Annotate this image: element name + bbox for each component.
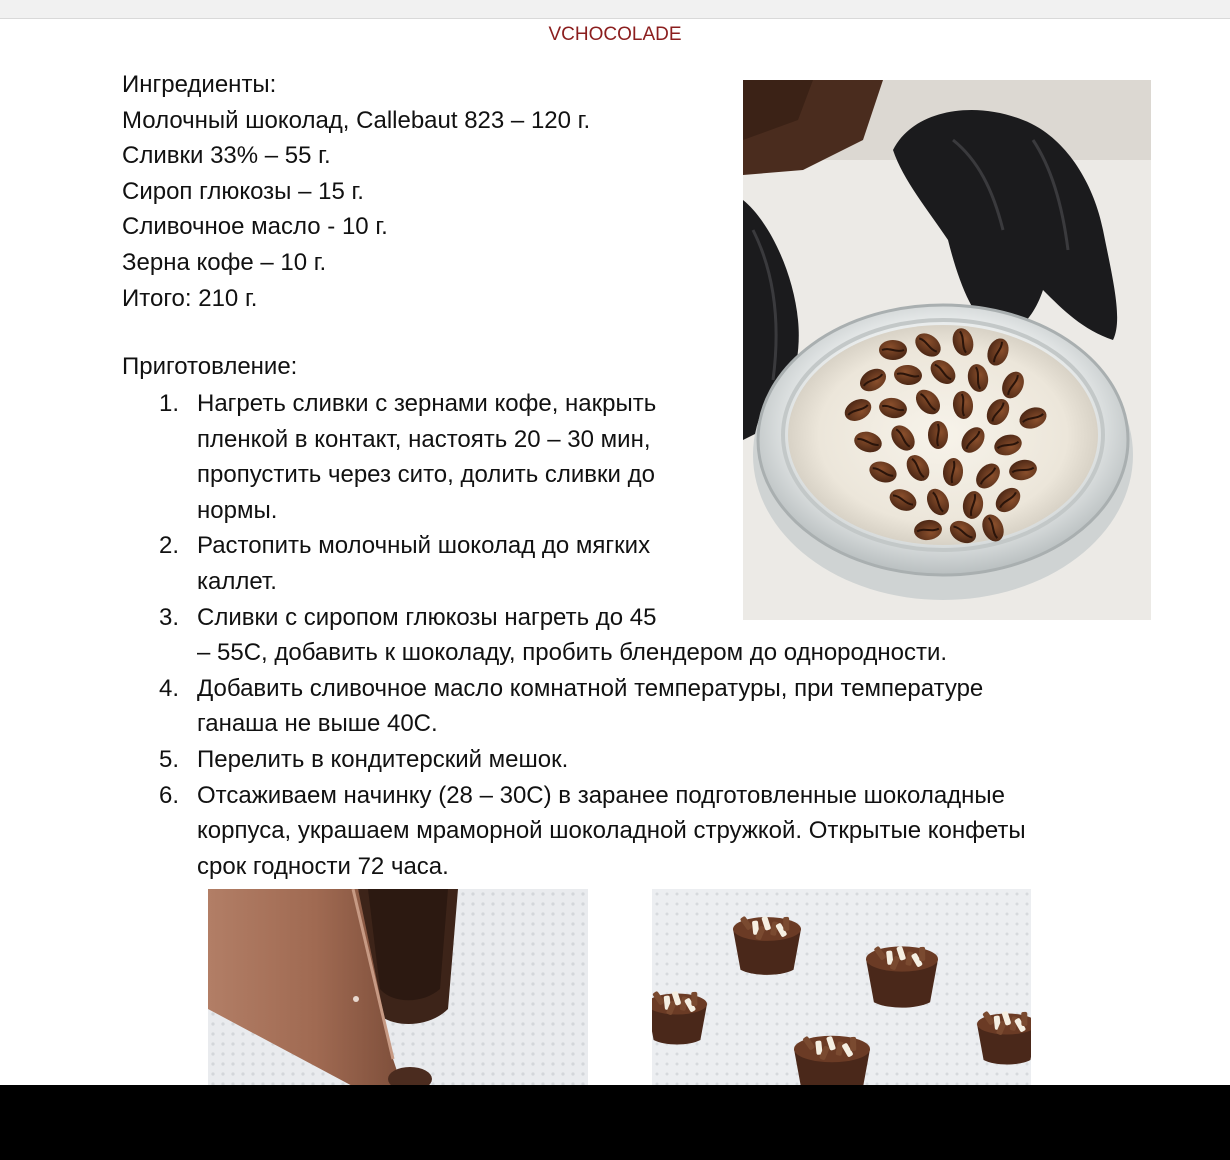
viewer-bottom-bar <box>0 1085 1230 1160</box>
document-page <box>0 19 1230 1085</box>
step-line: Сливки с сиропом глюкозы нагреть до 45 <box>197 603 657 631</box>
step-number: 2. <box>159 532 180 560</box>
ingredient-total: Итого: 210 г. <box>122 284 258 312</box>
step-line: Перелить в кондитерский мешок. <box>197 745 569 773</box>
step-line: нормы. <box>197 496 278 524</box>
brand-header: VCHOCOLADE <box>548 24 682 45</box>
step-number: 1. <box>159 390 180 417</box>
viewer-top-bar <box>0 0 1230 19</box>
step-line: срок годности 72 часа. <box>197 852 449 880</box>
step-number: 4. <box>159 674 180 702</box>
ingredient-item: Молочный шоколад, Callebaut 823 – 120 г. <box>122 106 591 134</box>
step-6 <box>150 778 1150 885</box>
preparation-title: Приготовление: <box>122 353 298 380</box>
ingredients-section <box>122 67 590 316</box>
ingredient-item: Зерна кофе – 10 г. <box>122 248 327 276</box>
step-line: Растопить молочный шоколад до мягких <box>197 532 651 560</box>
step-line: – 55С, добавить к шоколаду, пробить блендером до однородности. <box>197 639 948 667</box>
step-line: Нагреть сливки с зернами кофе, накрыть <box>197 390 657 417</box>
step-line: корпуса, украшаем мраморной шоколадной стружкой. Открытые конфеты <box>197 817 1026 845</box>
step-line: Отсаживаем начинку (28 – 30С) в заранее подготовленные шоколадные <box>197 781 1006 809</box>
step-line: Добавить сливочное масло комнатной температуры, при температуре <box>197 674 984 702</box>
step-number: 6. <box>159 781 180 809</box>
step-number: 3. <box>159 603 180 631</box>
step-line: пропустить через сито, долить сливки до <box>197 461 655 489</box>
step-line: ганаша не выше 40С. <box>197 710 438 738</box>
ingredients-title: Ингредиенты: <box>122 71 277 98</box>
step-5 <box>150 742 1150 778</box>
ingredient-item: Сливочное масло - 10 г. <box>122 213 388 241</box>
step-line: пленкой в контакт, настоять 20 – 30 мин, <box>197 425 651 453</box>
ingredient-item: Сливки 33% – 55 г. <box>122 142 331 170</box>
coffee-cream-bowl-photo <box>743 80 1151 620</box>
step-line: каллет. <box>197 567 277 595</box>
finished-candies-photo <box>652 889 1031 1085</box>
step-number: 5. <box>159 745 180 773</box>
step-4 <box>150 671 1150 742</box>
piping-bag-photo <box>208 889 588 1085</box>
ingredient-item: Сироп глюкозы – 15 г. <box>122 177 364 205</box>
